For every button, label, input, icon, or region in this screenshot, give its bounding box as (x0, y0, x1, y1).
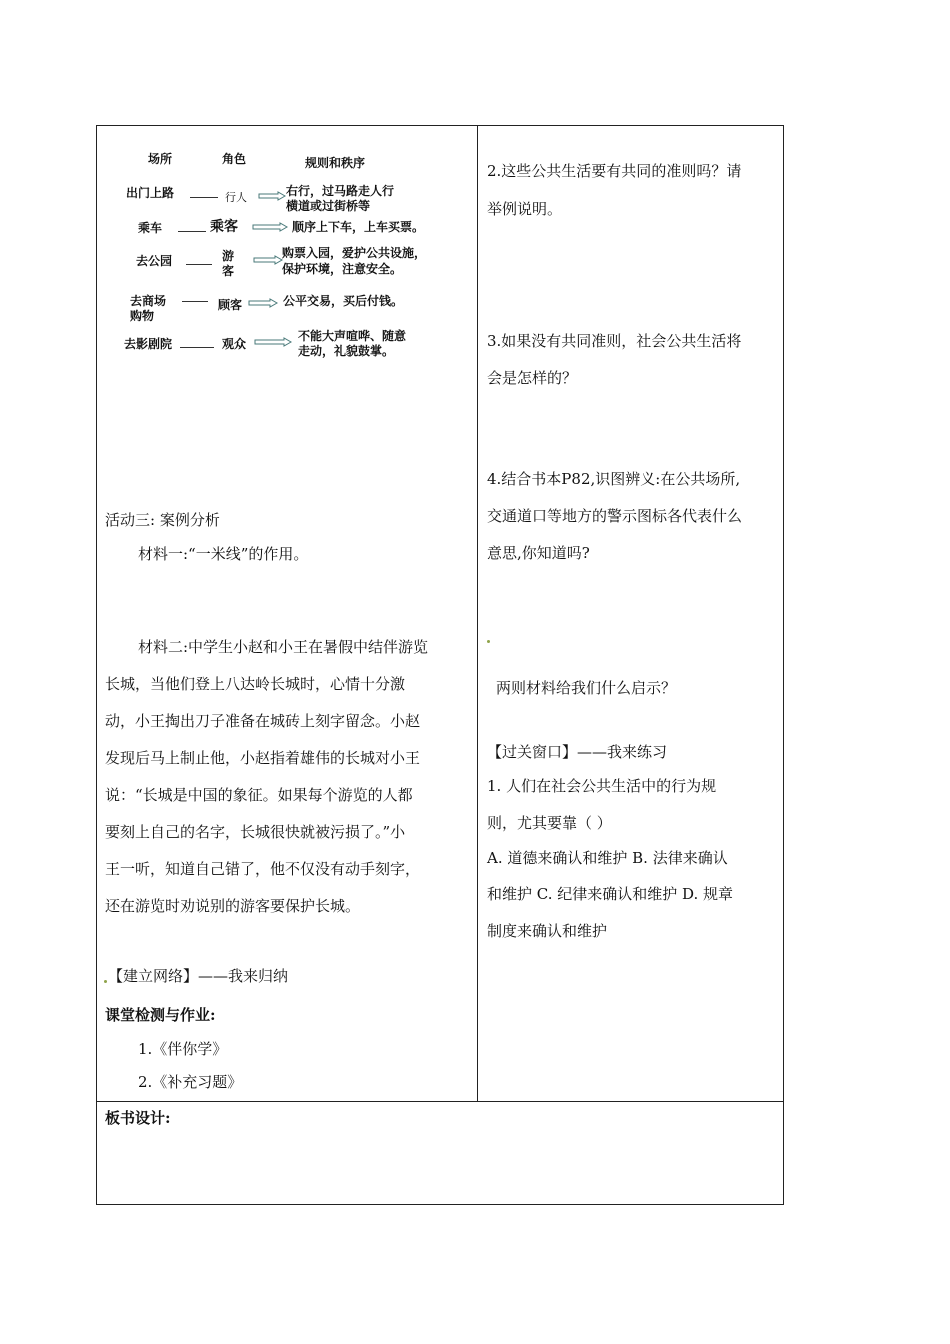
homework-item: 2.《补充习题》 (138, 1073, 243, 1091)
marker-dot (104, 980, 107, 983)
rule-line: 保护环境，注意安全。 (282, 262, 403, 276)
board-design-title: 板书设计: (105, 1109, 171, 1127)
connector-line (178, 231, 206, 232)
arrow-icon (258, 191, 286, 201)
header-place: 场所 (148, 152, 173, 166)
place-label: 去商场 (130, 294, 167, 308)
arrow-icon (252, 222, 288, 232)
arrow-icon (253, 255, 283, 265)
rule-line: 右行，过马路走人行 (286, 184, 395, 198)
rule-line: 横道或过街桥等 (286, 199, 371, 213)
connector-line (186, 264, 212, 265)
place-label: 去影剧院 (124, 337, 173, 351)
role-label: 观众 (222, 337, 247, 351)
rule-line: 公平交易，买后付钱。 (283, 294, 404, 308)
connector-line (182, 301, 208, 302)
inspiration-question: 两则材料给我们什么启示？ (496, 679, 677, 697)
place-label: 去公园 (136, 254, 173, 268)
role-label: 乘客 (210, 219, 238, 235)
network-heading: 【建立网络】——我来归纳 (108, 967, 289, 985)
activity-title: 活动三: 案例分析 (105, 511, 220, 529)
arrow-icon (248, 298, 278, 308)
place-label: 出门上路 (126, 186, 175, 200)
role-label: 顾客 (218, 298, 243, 312)
homework-title: 课堂检测与作业: (105, 1006, 216, 1024)
place-label: 购物 (130, 309, 155, 323)
rule-line: 购票入园，爱护公共设施， (282, 246, 427, 260)
rule-line: 走动，礼貌鼓掌。 (298, 344, 395, 358)
marker-dot (487, 640, 490, 643)
arrow-icon (254, 337, 292, 347)
row-divider (96, 1101, 784, 1102)
header-rules: 规则和秩序 (305, 156, 366, 170)
role-label: 游 (222, 249, 235, 263)
role-label: 客 (222, 264, 235, 278)
column-divider (477, 125, 478, 1102)
connector-line (180, 347, 214, 348)
header-role: 角色 (222, 152, 247, 166)
connector-line (190, 197, 218, 198)
role-label: 行人 (225, 191, 247, 204)
material-one: 材料一:“一米线”的作用。 (138, 545, 309, 563)
rule-line: 不能大声喧哗、随意 (298, 329, 407, 343)
rule-line: 顺序上下车，上车买票。 (292, 220, 425, 234)
place-label: 乘车 (138, 221, 163, 235)
homework-item: 1.《伴你学》 (138, 1040, 228, 1058)
window-heading: 【过关窗口】——我来练习 (487, 743, 668, 761)
